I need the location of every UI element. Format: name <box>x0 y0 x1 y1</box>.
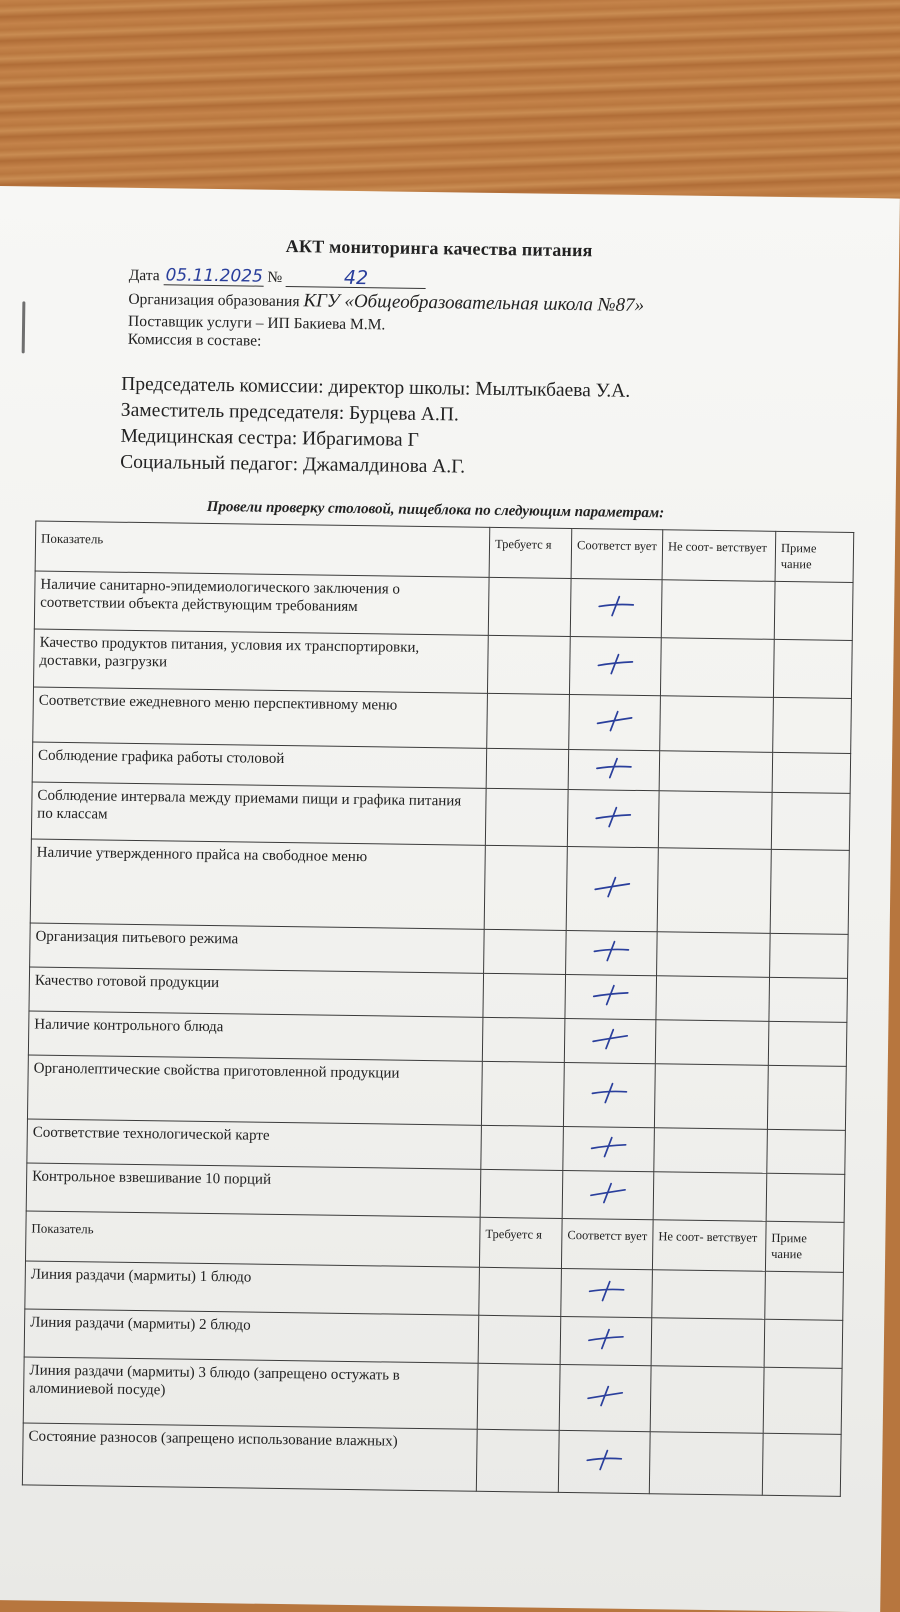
member-chairman: Председатель комиссии: директор школы: Мылтыкбаева У.А. <box>121 373 631 402</box>
number-handwritten: 42 <box>343 266 369 290</box>
table-row <box>23 1357 842 1434</box>
status-cell <box>484 929 567 974</box>
date-label: Дата <box>128 266 160 285</box>
header-cell-3: Не соот- ветствует <box>652 1220 766 1272</box>
table-row <box>27 1055 846 1130</box>
handwritten-plus-mark <box>593 756 635 779</box>
header-cell-1: Требуетс я <box>489 527 572 578</box>
status-cell <box>654 1128 768 1174</box>
handwritten-plus-mark <box>593 709 635 732</box>
number-field <box>286 268 426 289</box>
header-cell-1: Требуетс я <box>479 1217 562 1268</box>
status-cell <box>480 1169 563 1218</box>
status-cell <box>772 752 851 793</box>
inspection-table-body <box>22 521 853 1496</box>
handwritten-plus-mark <box>590 939 632 962</box>
status-cell <box>657 848 771 934</box>
header-cell-4: Приме чание <box>775 531 854 582</box>
status-cell <box>773 639 852 698</box>
indicator-cell: Соответствие ежедневного меню перспективному меню <box>33 687 488 748</box>
handwritten-plus-mark <box>585 1327 627 1350</box>
match-cell <box>566 846 658 931</box>
match-cell <box>560 1316 652 1365</box>
status-cell <box>481 1125 564 1170</box>
header-cell-2: Соответст вует <box>571 529 663 580</box>
indicator-cell: Наличие санитарно-эпидемиологического заключения о соответствии объекта действующим требованиям <box>34 571 489 635</box>
indicator-cell: Линия раздачи (мармиты) 2 блюдо <box>24 1309 479 1363</box>
handwritten-plus-mark <box>587 1135 629 1158</box>
indicator-cell: Состояние разносов (запрещено использование влажных) <box>22 1423 477 1491</box>
paper-sheet <box>0 186 900 1612</box>
status-cell <box>765 1271 844 1320</box>
status-cell <box>476 1429 559 1492</box>
indicator-cell: Соответствие технологической карте <box>27 1119 482 1169</box>
status-cell <box>766 1173 845 1222</box>
table-row <box>22 1423 841 1496</box>
header-cell-0: Показатель <box>35 521 490 577</box>
status-cell <box>487 693 570 749</box>
match-cell <box>558 1430 650 1493</box>
commission-label: Комиссия в составе: <box>127 330 262 350</box>
match-cell <box>567 789 659 847</box>
handwritten-plus-mark <box>592 805 634 828</box>
status-cell <box>650 1366 764 1434</box>
status-cell <box>764 1319 843 1368</box>
status-cell <box>770 849 849 934</box>
status-cell <box>657 932 771 978</box>
match-cell <box>562 1170 654 1219</box>
document-title: АКТ мониторинга качества питания <box>285 235 593 261</box>
handwritten-plus-mark <box>595 594 637 617</box>
handwritten-plus-mark <box>594 652 636 675</box>
indicator-cell: Наличие контрольного блюда <box>28 1011 483 1061</box>
status-cell <box>659 751 773 793</box>
indicator-cell: Соблюдение графика работы столовой <box>32 742 487 788</box>
header-cell-3: Не соот- ветствует <box>662 530 776 582</box>
member-social-pedagogue: Социальный педагог: Джамалдинова А.Г. <box>120 451 466 478</box>
handwritten-plus-mark <box>590 983 632 1006</box>
wooden-desk-background <box>0 0 900 200</box>
match-cell <box>563 1062 655 1127</box>
status-cell <box>774 581 853 640</box>
commission-members <box>120 372 630 483</box>
status-cell <box>661 580 775 640</box>
match-cell <box>565 974 657 1019</box>
inspection-table <box>22 521 854 1497</box>
margin-pen-mark <box>22 301 26 353</box>
status-cell <box>483 973 566 1018</box>
match-cell <box>559 1364 651 1431</box>
match-cell <box>568 749 660 790</box>
indicator-cell: Линия раздачи (мармиты) 1 блюдо <box>25 1261 480 1315</box>
status-cell <box>481 1061 564 1126</box>
header-cell-2: Соответст вует <box>561 1218 653 1269</box>
member-deputy: Заместитель председателя: Бурцева А.П. <box>120 399 459 426</box>
handwritten-plus-mark <box>591 875 633 898</box>
inspection-subtitle: Провели проверку столовой, пищеблока по следующим параметрам: <box>206 498 665 522</box>
status-cell <box>767 1129 846 1174</box>
status-cell <box>478 1315 561 1364</box>
handwritten-plus-mark <box>589 1027 631 1050</box>
status-cell <box>654 1064 768 1130</box>
status-cell <box>767 1065 846 1130</box>
match-cell <box>569 637 661 696</box>
status-cell <box>773 697 852 753</box>
status-cell <box>479 1267 562 1316</box>
handwritten-plus-mark <box>588 1081 630 1104</box>
organization-name: КГУ «Общеобразовательная школа №87» <box>303 290 645 317</box>
status-cell <box>477 1363 560 1430</box>
table-row <box>30 839 849 934</box>
number-label: № <box>267 268 283 286</box>
handwritten-plus-mark <box>584 1384 626 1407</box>
indicator-cell: Качество продуктов питания, условия их транспортировки, доставки, разгрузки <box>34 629 489 693</box>
status-cell <box>768 1021 847 1066</box>
status-cell <box>762 1433 841 1496</box>
match-cell <box>569 695 661 751</box>
member-nurse: Медицинская сестра: Ибрагимова Г <box>120 425 419 451</box>
status-cell <box>651 1318 765 1368</box>
status-cell <box>484 845 567 930</box>
status-cell <box>656 976 770 1022</box>
status-cell <box>771 792 850 850</box>
status-cell <box>769 977 848 1022</box>
header-cell-4: Приме чание <box>765 1221 844 1272</box>
indicator-cell: Организация питьевого режима <box>30 923 485 973</box>
match-cell <box>564 1018 656 1063</box>
handwritten-plus-mark <box>587 1181 629 1204</box>
status-cell <box>482 1017 565 1062</box>
match-cell <box>561 1268 653 1317</box>
date-number-line <box>129 266 427 289</box>
organization-label: Организация образования <box>128 290 300 311</box>
status-cell <box>487 635 570 694</box>
match-cell <box>566 930 658 975</box>
status-cell <box>488 577 571 636</box>
status-cell <box>660 696 774 753</box>
status-cell <box>763 1367 842 1434</box>
status-cell <box>658 791 772 850</box>
match-cell <box>570 579 662 638</box>
indicator-cell: Наличие утвержденного прайса на свободное меню <box>30 839 485 929</box>
indicator-cell: Качество готовой продукции <box>29 967 484 1017</box>
indicator-cell: Соблюдение интервала между приемами пищи и графика питания по классам <box>31 782 486 845</box>
status-cell <box>486 748 569 789</box>
header-cell-0: Показатель <box>25 1211 480 1267</box>
status-cell <box>649 1432 763 1496</box>
status-cell <box>660 638 774 698</box>
status-cell <box>485 788 568 846</box>
status-cell <box>770 933 849 978</box>
indicator-cell: Линия раздачи (мармиты) 3 блюдо (запрещено остужать в аломиниевой посуде) <box>23 1357 478 1429</box>
status-cell <box>655 1020 769 1066</box>
supplier-line: Поставщик услуги – ИП Бакиева М.М. <box>128 312 386 334</box>
indicator-cell: Органолептические свойства приготовленной продукции <box>27 1055 482 1125</box>
indicator-cell: Контрольное взвешивание 10 порций <box>26 1163 481 1217</box>
handwritten-plus-mark <box>583 1448 625 1471</box>
handwritten-plus-mark <box>585 1279 627 1302</box>
date-field <box>163 266 263 286</box>
status-cell <box>652 1270 766 1320</box>
match-cell <box>563 1126 655 1171</box>
date-handwritten: 05.11.2025 <box>165 265 264 287</box>
status-cell <box>653 1172 767 1222</box>
